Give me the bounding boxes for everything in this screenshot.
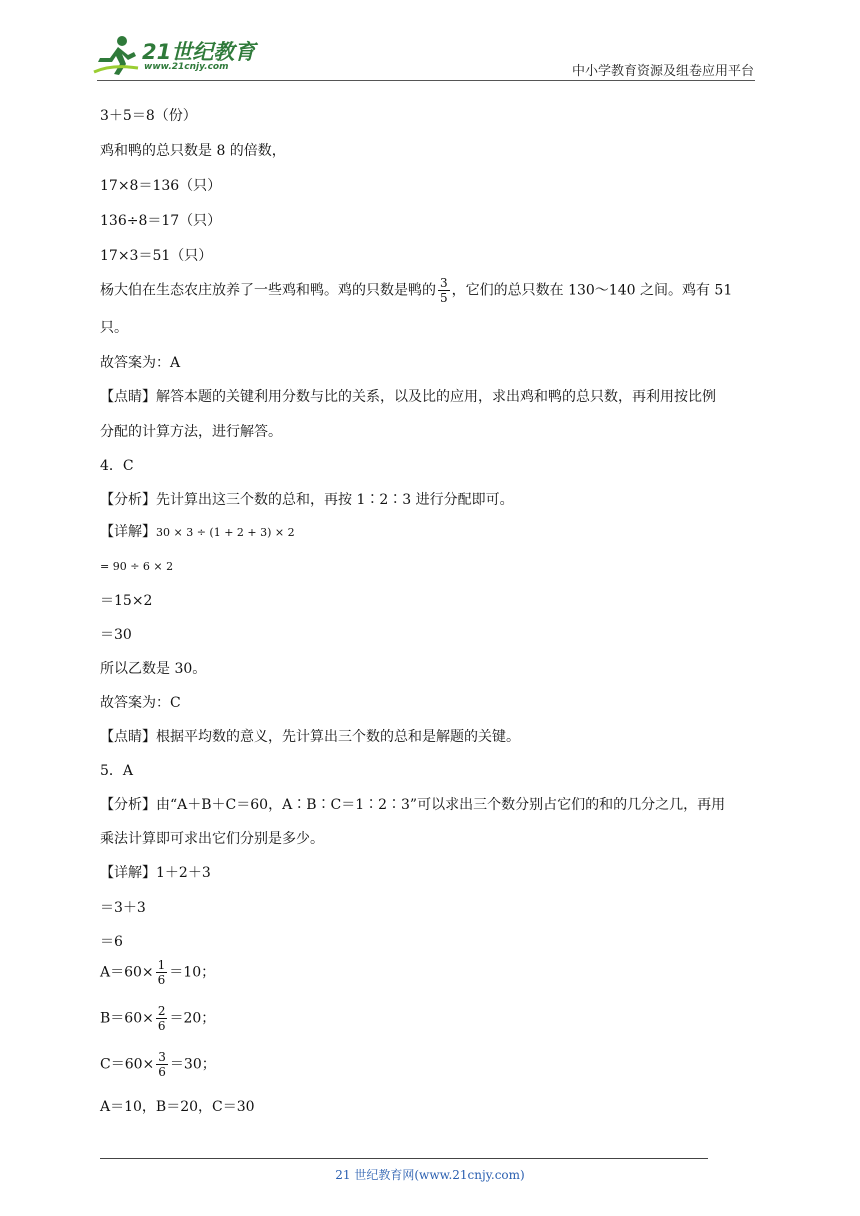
text-line: 【点睛】解答本题的关键利用分数与比的关系，以及比的应用，求出鸡和鸭的总只数，再利用按比例 bbox=[100, 389, 716, 405]
fraction bbox=[156, 1004, 168, 1033]
text-line-with-fraction bbox=[100, 1050, 216, 1079]
logo-url: www.21cnjy.com bbox=[144, 62, 229, 72]
text-line: 故答案为：A bbox=[100, 355, 181, 371]
runner-logo-icon bbox=[92, 34, 142, 78]
footer-divider bbox=[100, 1158, 708, 1159]
fraction-numerator: 3 bbox=[440, 276, 448, 290]
fraction-denominator: 5 bbox=[440, 291, 448, 305]
text-line-with-fraction bbox=[100, 958, 215, 987]
text-line: 只。 bbox=[100, 320, 128, 336]
fraction bbox=[156, 1050, 168, 1079]
header-tagline: 中小学教育资源及组卷应用平台 bbox=[571, 64, 754, 79]
text-line: ＝30 bbox=[100, 627, 132, 643]
text-line: 鸡和鸭的总只数是 8 的倍数， bbox=[100, 143, 286, 159]
question-number: 5．A bbox=[100, 763, 134, 779]
fraction-denominator: 6 bbox=[157, 973, 166, 987]
site-logo[interactable] bbox=[92, 34, 262, 78]
text-line: 乘法计算即可求出它们分别是多少。 bbox=[100, 831, 324, 847]
text-line: 【分析】先计算出这三个数的总和，再按 1∶2∶3 进行分配即可。 bbox=[100, 492, 514, 508]
page-header bbox=[0, 0, 860, 85]
text-segment: ＝30； bbox=[169, 1056, 216, 1073]
text-segment: A＝60× bbox=[100, 964, 154, 981]
text-line: ＝15×2 bbox=[100, 593, 153, 609]
text-line: 【详解】1＋2＋3 bbox=[100, 865, 211, 881]
fraction-numerator: 3 bbox=[158, 1050, 166, 1064]
fraction-denominator: 6 bbox=[158, 1065, 166, 1079]
fraction-denominator: 6 bbox=[157, 1019, 166, 1033]
fraction-numerator: 2 bbox=[157, 1004, 166, 1018]
formula: 30 × 3 ÷ (1 + 2 + 3) × 2 bbox=[156, 526, 295, 539]
text-line: ＝6 bbox=[100, 934, 123, 950]
text-line: 3＋5＝8（份） bbox=[100, 108, 197, 124]
text-line: 【点睛】根据平均数的意义，先计算出三个数的总和是解题的关键。 bbox=[100, 729, 520, 745]
text-segment: B＝60× bbox=[100, 1010, 154, 1027]
text-segment: 【详解】 bbox=[100, 524, 156, 540]
text-segment: C＝60× bbox=[100, 1056, 155, 1073]
text-line-with-fraction bbox=[100, 276, 732, 305]
text-line-with-fraction bbox=[100, 1004, 215, 1033]
text-segment: ＝10； bbox=[169, 964, 216, 981]
text-line: 分配的计算方法，进行解答。 bbox=[100, 424, 282, 440]
fraction bbox=[156, 958, 168, 987]
text-segment: 杨大伯在生态农庄放养了一些鸡和鸭。鸡的只数是鸭的 bbox=[100, 282, 436, 299]
text-line: 所以乙数是 30。 bbox=[100, 661, 207, 677]
logo-text: 21世纪教育 bbox=[142, 40, 256, 64]
text-line: 17×3＝51（只） bbox=[100, 248, 213, 264]
text-segment: ，它们的总只数在 130～140 之间。鸡有 51 bbox=[451, 282, 733, 299]
header-divider bbox=[97, 80, 755, 81]
text-line: 17×8＝136（只） bbox=[100, 178, 222, 194]
text-line: A＝10，B＝20，C＝30 bbox=[100, 1099, 255, 1115]
text-line: 【分析】由“A＋B＋C＝60，A∶B∶C＝1∶2∶3”可以求出三个数分别占它们的和的几分之几，再用 bbox=[100, 797, 726, 813]
question-number: 4．C bbox=[100, 458, 134, 474]
text-line: ＝3＋3 bbox=[100, 900, 146, 916]
text-line: 故答案为：C bbox=[100, 695, 181, 711]
footer-link[interactable]: 21 世纪教育网(www.21cnjy.com) bbox=[335, 1168, 525, 1182]
text-segment: ＝20； bbox=[169, 1010, 216, 1027]
fraction bbox=[438, 276, 450, 305]
formula-line: = 90 ÷ 6 × 2 bbox=[100, 560, 174, 573]
text-line: 136÷8＝17（只） bbox=[100, 213, 222, 229]
fraction-numerator: 1 bbox=[157, 958, 166, 972]
text-line bbox=[100, 522, 295, 543]
